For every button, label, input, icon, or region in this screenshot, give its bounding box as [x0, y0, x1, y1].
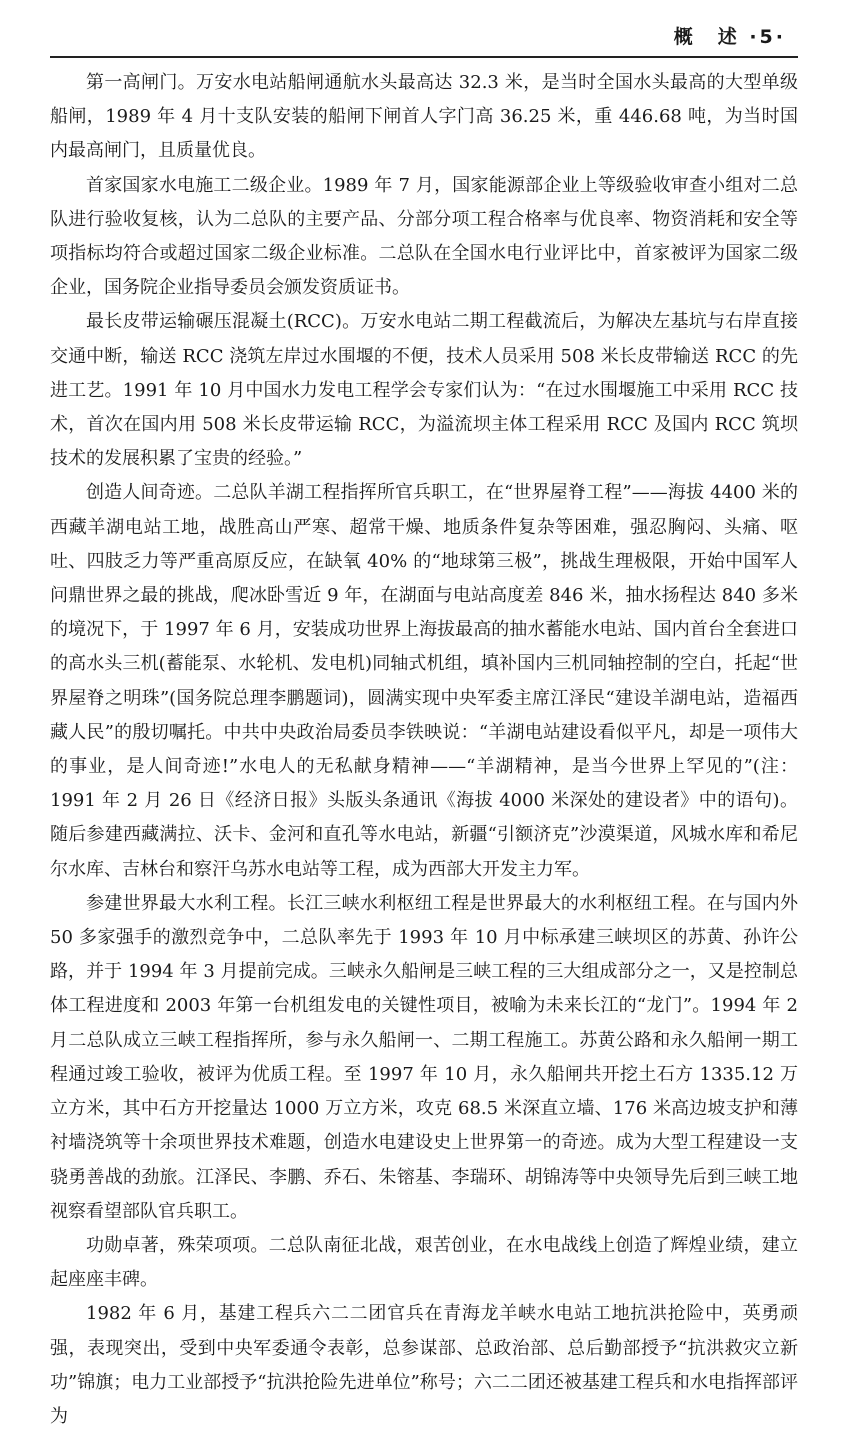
paragraph: 功勋卓著，殊荣项项。二总队南征北战，艰苦创业，在水电战线上创造了辉煌业绩，建立起座座丰碑。: [50, 1234, 798, 1291]
paragraph: 首家国家水电施工二级企业。1989 年 7 月，国家能源部企业上等级验收审查小组对二总队进行验收复核，认为二总队的主要产品、分部分项工程合格率与优良率、物资消耗和安全等项指标均符合或超过国家二级企业标准。二总队在全国水电行业评比中，首家被评为国家二级企业，国务院企业指导委员会颁发资质证书。: [50, 174, 798, 299]
paragraph: 最长皮带运输碾压混凝土(RCC)。万安水电站二期工程截流后，为解决左基坑与右岸直接交通中断，输送 RCC 浇筑左岸过水围堰的不便，技术人员采用 508 米长皮带输送 RCC 的先进工艺。1991 年 10 月中国水力发电工程学会专家们认为：“在过水围堰施工中采用 RCC 技术，首次在国内用 508 米长皮带运输 RCC，为溢流坝主体工程采用 RCC 及国内 RCC 筑坝技术的发展积累了宝贵的经验。”: [50, 311, 798, 470]
paragraph: 1982 年 6 月，基建工程兵六二二团官兵在青海龙羊峡水电站工地抗洪抢险中，英勇顽强，表现突出，受到中央军委通令表彰，总参谋部、总政治部、总后勤部授予“抗洪救灾立新功”锦旗；电力工业部授予“抗洪抢险先进单位”称号；六二二团还被基建工程兵和水电指挥部评为: [50, 1303, 798, 1427]
paragraph: 创造人间奇迹。二总队羊湖工程指挥所官兵职工，在“世界屋脊工程”——海拔 4400 米的西藏羊湖电站工地，战胜高山严寒、超常干燥、地质条件复杂等困难，强忍胸闷、头痛、呕吐、四肢乏力等严重高原反应，在缺氧 40% 的“地球第三极”，挑战生理极限，开始中国军人问鼎世界之最的挑战，爬冰卧雪近 9 年，在湖面与电站高度差 846 米，抽水扬程达 840 多米的境况下，于 1997 年 6 月，安装成功世界上海拔最高的抽水蓄能水电站、国内首台全套进口的高水头三机(蓄能泵、水轮机、发电机)同轴式机组，填补国内三机同轴控制的空白，托起“世界屋脊之明珠”(国务院总理李鹏题词)，圆满实现中央军委主席江泽民“建设羊湖电站，造福西藏人民”的殷切嘱托。中共中央政治局委员李铁映说：“羊湖电站建设看似平凡，却是一项伟大的事业，是人间奇迹!”水电人的无私献身精神——“羊湖精神，是当今世界上罕见的”(注：1991 年 2 月 26 日《经济日报》头版头条通讯《海拔 4000 米深处的建设者》中的语句)。随后参建西藏满拉、沃卡、金河和直孔等水电站，新疆“引额济克”沙漠渠道，风城水库和希尼尔水库、吉林台和察汗乌苏水电站等工程，成为西部大开发主力军。: [50, 482, 798, 880]
header-rule: [50, 56, 798, 58]
running-header: [674, 22, 786, 49]
body-text: [50, 66, 798, 1434]
section-title: 概 述: [673, 26, 740, 48]
page-number: ·5·: [749, 26, 786, 48]
paragraph: 第一高闸门。万安水电站船闸通航水头最高达 32.3 米，是当时全国水头最高的大型单级船闸，1989 年 4 月十支队安装的船闸下闸首人字门高 36.25 米，重 446.68 吨，为当时国内最高闸门，且质量优良。: [50, 72, 798, 162]
paragraph: 参建世界最大水利工程。长江三峡水利枢纽工程是世界最大的水利枢纽工程。在与国内外 50 多家强手的激烈竞争中，二总队率先于 1993 年 10 月中标承建三峡坝区的苏黄、孙许公路，并于 1994 年 3 月提前完成。三峡永久船闸是三峡工程的三大组成部分之一，又是控制总体工程进度和 2003 年第一台机组发电的关键性项目，被喻为未来长江的“龙门”。1994 年 2 月二总队成立三峡工程指挥所，参与永久船闸一、二期工程施工。苏黄公路和永久船闸一期工程通过竣工验收，被评为优质工程。至 1997 年 10 月，永久船闸共开挖土石方 1335.12 万立方米，其中石方开挖量达 1000 万立方米，攻克 68.5 米深直立墙、176 米高边坡支护和薄衬墙浇筑等十余项世界技术难题，创造水电建设史上世界第一的奇迹。成为大型工程建设一支骁勇善战的劲旅。江泽民、李鹏、乔石、朱镕基、李瑞环、胡锦涛等中央领导先后到三峡工地视察看望部队官兵职工。: [50, 892, 798, 1222]
